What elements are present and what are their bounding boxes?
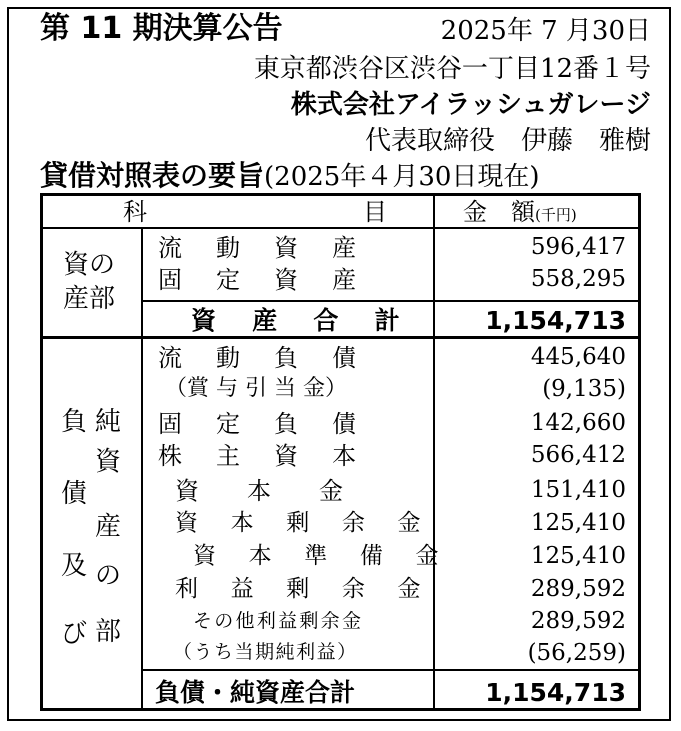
- table-row-label: 資 本 金: [175, 477, 343, 505]
- liab-section-label: 負: [61, 407, 88, 437]
- assets-section-label: 産部: [63, 284, 116, 314]
- liab-section-label: の: [95, 561, 122, 591]
- balance-sheet-title-main: 貸借対照表の要旨: [40, 159, 265, 192]
- table-row-value: (9,135): [542, 376, 626, 402]
- liab-section-label: 及: [61, 551, 88, 581]
- liab-total-label: 負債・純資産合計: [155, 678, 356, 707]
- table-row-label: 流 動 資 産: [158, 234, 370, 262]
- table-row-value: 142,660: [530, 410, 626, 436]
- table-row-label: その他利益剰余金: [193, 610, 364, 632]
- amount-col-divider: [433, 196, 435, 708]
- company-name: 株式会社アイラッシュガレージ: [290, 90, 651, 120]
- amount-unit: (千円): [535, 206, 577, 224]
- assets-total-value: 1,154,713: [485, 306, 626, 335]
- table-row-value: 125,410: [530, 510, 626, 536]
- label-col-divider: [141, 229, 143, 708]
- notice-title: 第 11 期決算公告: [40, 11, 283, 46]
- liab-section-label: 債: [61, 479, 88, 509]
- total-divider: [141, 300, 638, 302]
- liab-section-label: 資: [95, 447, 122, 477]
- table-row-value: 151,410: [530, 477, 626, 503]
- assets-total-label: 資 産 合 計: [191, 306, 414, 335]
- assets-section-label: 資の: [63, 250, 116, 280]
- item-column-header: 科 目: [123, 198, 387, 226]
- amount-column-header: [463, 200, 577, 224]
- table-row-value: 596,417: [530, 234, 626, 260]
- table-row-value: 445,640: [530, 344, 626, 370]
- table-row-label: 固 定 負 債: [158, 410, 370, 438]
- liab-section-label: 部: [95, 617, 122, 647]
- table-row-value: (56,259): [527, 640, 626, 666]
- table-row-value: 558,295: [530, 266, 626, 292]
- balance-sheet-title: [40, 159, 540, 192]
- table-row-value: 289,592: [530, 608, 626, 634]
- liab-section-label: 産: [95, 512, 122, 542]
- table-row-value: 289,592: [530, 576, 626, 602]
- company-address: 東京都渋谷区渋谷一丁目12番１号: [253, 54, 651, 84]
- balance-sheet-date: (2025年４月30日現在): [264, 162, 540, 192]
- row-divider: [43, 227, 638, 229]
- table-row-label: 資 本 剰 余 金: [175, 510, 434, 536]
- balance-sheet-table: [40, 193, 641, 711]
- representative: 代表取締役 伊藤 雅樹: [364, 126, 651, 156]
- table-row-label: 利 益 剰 余 金: [175, 576, 434, 602]
- liab-section-label: 純: [95, 407, 122, 437]
- table-row-label: （賞 与 引 当 金）: [165, 376, 347, 401]
- table-row-label: 流 動 負 債: [158, 344, 370, 372]
- table-row-label: 株 主 資 本: [158, 442, 370, 470]
- table-row-label: （うち当期純利益）: [173, 641, 358, 663]
- section-divider: [43, 336, 638, 339]
- amount-header-label: 金 額: [463, 198, 535, 226]
- table-row-label: 資 本 準 備 金: [193, 543, 452, 569]
- table-row-label: 固 定 資 産: [158, 266, 370, 294]
- liab-total-value: 1,154,713: [485, 678, 626, 707]
- notice-date: 2025年 7 月30日: [440, 16, 651, 46]
- liab-section-label: び: [61, 619, 88, 649]
- table-row-value: 566,412: [530, 442, 626, 468]
- total-divider: [141, 669, 638, 671]
- table-row-value: 125,410: [530, 543, 626, 569]
